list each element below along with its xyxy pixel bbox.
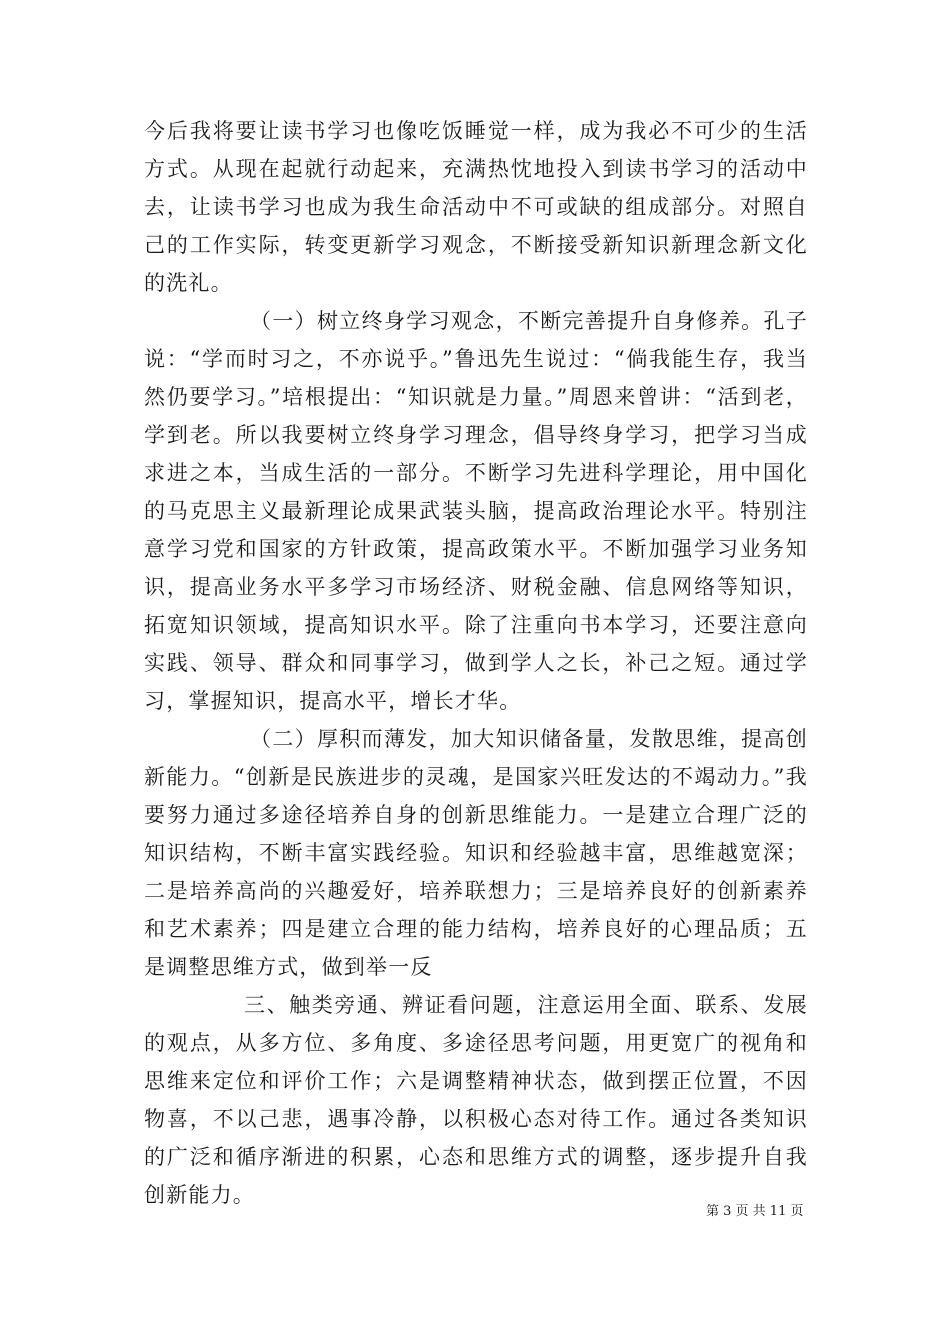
paragraph-dialectical-thinking: 三、触类旁通、辨证看问题，注意运用全面、联系、发展的观点，从多方位、多角度、多途径思考问题，用更宽广的视角和思维来定位和评价工作；六是调整精神状态，做到摆正位置，不因物喜，不以己悲，遇事冷静，以积极心态对待工作。通过各类知识的广泛和循序渐进的积累，心态和思维方式的调整，逐步提升自我创新能力。 (144, 993, 808, 1207)
paragraph-reading-habit: 今后我将要让读书学习也像吃饭睡觉一样，成为我必不可少的生活方式。从现在起就行动起来，充满热忱地投入到读书学习的活动中去，让读书学习也成为我生命活动中不可或缺的组成部分。对照自己的工作实际，转变更新学习观念，不断接受新知识新理念新文化的洗礼。 (144, 119, 808, 295)
page-number-footer: 第 3 页 共 11 页 (706, 1204, 804, 1219)
paragraph-lifelong-learning: （一）树立终身学习观念，不断完善提升自身修养。孔子说：“学而时习之，不亦说乎。”鲁迅先生说过：“倘我能生存，我当然仍要学习。”培根提出：“知识就是力量。”周恩来曾讲：“活到老，学到老。所以我要树立终身学习理念，倡导终身学习，把学习当成求进之本，当成生活的一部分。不断学习先进科学理论，用中国化的马克思主义最新理论成果武装头脑，提高政治理论水平。特别注意学习党和国家的方针政策，提高政策水平。不断加强学习业务知识，提高业务水平多学习市场经济、财税金融、信息网络等知识，拓宽知识领域，提高知识水平。除了注重向书本学习，还要注意向实践、领导、群众和同事学习，做到学人之长，补己之短。通过学习，掌握知识，提高水平，增长才华。 (144, 309, 808, 713)
paragraph-innovation-ability: （二）厚积而薄发，加大知识储备量，发散思维，提高创新能力。“创新是民族进步的灵魂，是国家兴旺发达的不竭动力。”我要努力通过多途径培养自身的创新思维能力。一是建立合理广泛的知识结构，不断丰富实践经验。知识和经验越丰富，思维越宽深；二是培养高尚的兴趣爱好，培养联想力；三是培养良好的创新素养和艺术素养；四是建立合理的能力结构，培养良好的心理品质；五是调整思维方式，做到举一反 (144, 727, 808, 979)
document-body (144, 112, 808, 1214)
